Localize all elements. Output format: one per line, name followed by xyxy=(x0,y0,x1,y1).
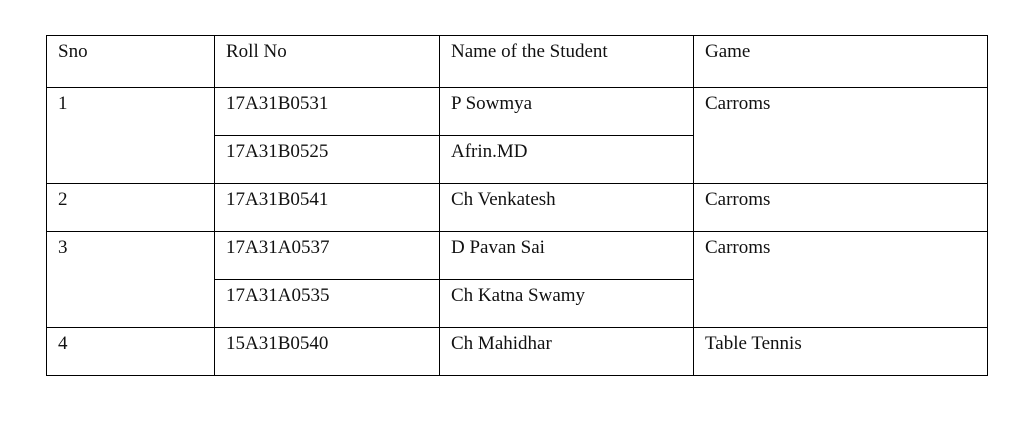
game-cell: Carroms xyxy=(694,88,988,184)
roll-no-cell: 17A31B0525 xyxy=(215,136,440,184)
game-cell: Table Tennis xyxy=(694,328,988,376)
header-roll-no: Roll No xyxy=(215,36,440,88)
students-games-table xyxy=(46,35,988,376)
table-row xyxy=(47,232,988,280)
sno-cell: 4 xyxy=(47,328,215,376)
table-row xyxy=(47,88,988,136)
header-sno: Sno xyxy=(47,36,215,88)
roll-no-cell: 17A31B0541 xyxy=(215,184,440,232)
student-name-cell: Afrin.MD xyxy=(440,136,694,184)
header-student-name: Name of the Student xyxy=(440,36,694,88)
table-row xyxy=(47,184,988,232)
table-header-row xyxy=(47,36,988,88)
header-game: Game xyxy=(694,36,988,88)
roll-no-cell: 17A31A0535 xyxy=(215,280,440,328)
game-cell: Carroms xyxy=(694,232,988,328)
game-cell: Carroms xyxy=(694,184,988,232)
sno-cell: 2 xyxy=(47,184,215,232)
sno-cell: 1 xyxy=(47,88,215,184)
roll-no-cell: 17A31A0537 xyxy=(215,232,440,280)
student-name-cell: Ch Venkatesh xyxy=(440,184,694,232)
roll-no-cell: 17A31B0531 xyxy=(215,88,440,136)
student-name-cell: D Pavan Sai xyxy=(440,232,694,280)
student-name-cell: Ch Mahidhar xyxy=(440,328,694,376)
roll-no-cell: 15A31B0540 xyxy=(215,328,440,376)
student-name-cell: P Sowmya xyxy=(440,88,694,136)
student-name-cell: Ch Katna Swamy xyxy=(440,280,694,328)
sno-cell: 3 xyxy=(47,232,215,328)
table-row xyxy=(47,328,988,376)
